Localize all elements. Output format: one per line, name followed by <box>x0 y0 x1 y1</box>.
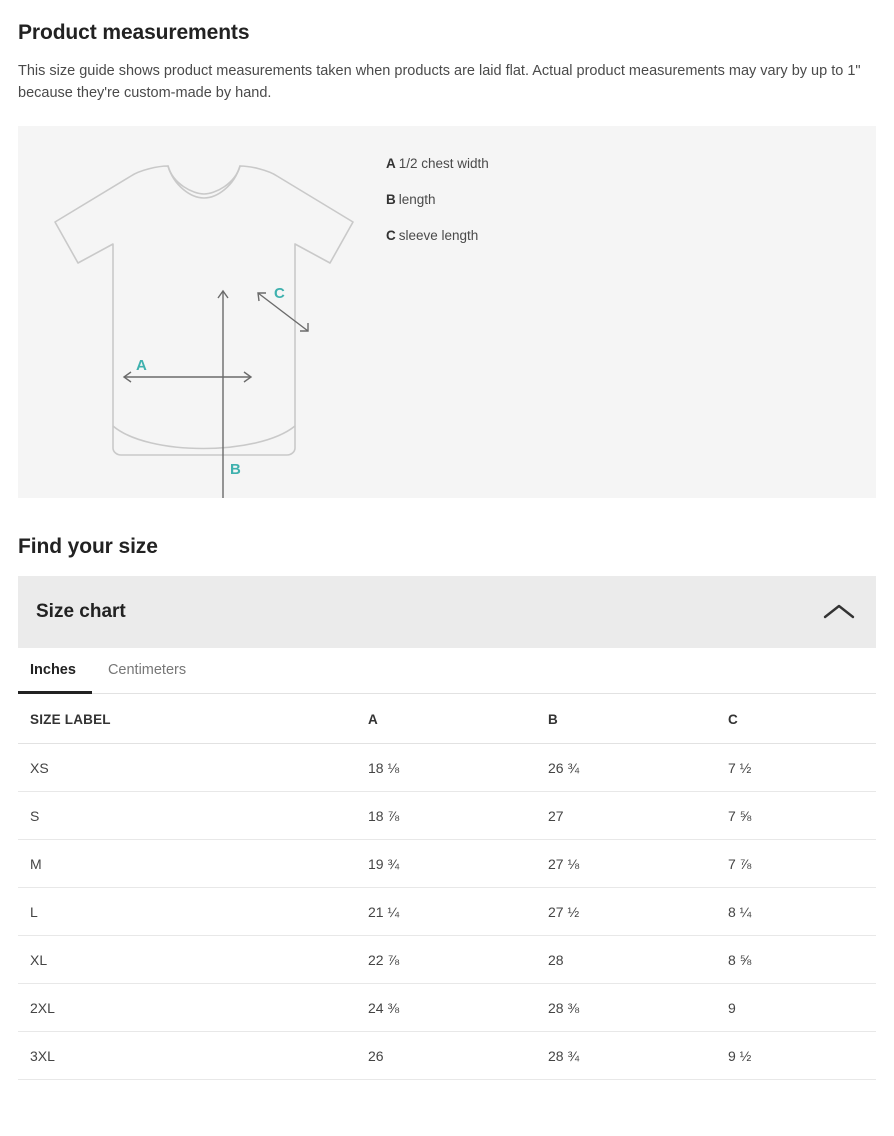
cell-c: 7 ⅝ <box>728 792 876 840</box>
size-chart-accordion-header[interactable] <box>18 576 876 648</box>
units-tabs <box>18 648 876 694</box>
find-your-size-title: Find your size <box>18 535 158 558</box>
size-chart-table <box>18 694 876 1080</box>
cell-b: 28 ⅜ <box>548 984 728 1032</box>
cell-size: 3XL <box>18 1032 368 1080</box>
legend-text-a: 1/2 chest width <box>398 156 489 171</box>
cell-size: XL <box>18 936 368 984</box>
legend-text-b: length <box>398 192 436 207</box>
cell-a: 18 ⅞ <box>368 792 548 840</box>
cell-b: 27 ½ <box>548 888 728 936</box>
legend-key-a: A <box>386 156 396 171</box>
cell-c: 9 ½ <box>728 1032 876 1080</box>
column-header-size-label: SIZE LABEL <box>18 694 368 744</box>
cell-c: 7 ⅞ <box>728 840 876 888</box>
column-header-a: A <box>368 694 548 744</box>
size-guide-page <box>0 20 894 1080</box>
legend-item-a <box>386 154 876 174</box>
cell-c: 9 <box>728 984 876 1032</box>
chevron-up-icon[interactable] <box>822 595 856 629</box>
legend-item-c <box>386 226 876 246</box>
cell-a: 21 ¼ <box>368 888 548 936</box>
column-header-b: B <box>548 694 728 744</box>
tshirt-diagram <box>18 126 386 498</box>
cell-c: 8 ¼ <box>728 888 876 936</box>
cell-b: 28 <box>548 936 728 984</box>
cell-size: M <box>18 840 368 888</box>
tab-centimeters[interactable]: Centimeters <box>107 662 187 678</box>
cell-size: XS <box>18 744 368 792</box>
diagram-label-b: B <box>230 461 241 478</box>
diagram-label-c: C <box>274 285 285 302</box>
table-row <box>18 840 876 888</box>
table-row <box>18 888 876 936</box>
legend-item-b <box>386 190 876 210</box>
legend-key-c: C <box>386 228 396 243</box>
measurement-diagram-panel <box>18 126 876 498</box>
table-row <box>18 936 876 984</box>
tab-inches[interactable]: Inches <box>18 648 92 694</box>
cell-b: 27 ⅛ <box>548 840 728 888</box>
diagram-legend <box>386 126 876 262</box>
cell-a: 26 <box>368 1032 548 1080</box>
cell-size: S <box>18 792 368 840</box>
diagram-label-a: A <box>136 357 147 374</box>
cell-size: L <box>18 888 368 936</box>
size-chart-card <box>18 576 876 1080</box>
cell-b: 27 <box>548 792 728 840</box>
table-header-row <box>18 694 876 744</box>
legend-key-b: B <box>386 192 396 207</box>
cell-a: 18 ⅛ <box>368 744 548 792</box>
cell-size: 2XL <box>18 984 368 1032</box>
cell-a: 24 ⅜ <box>368 984 548 1032</box>
cell-a: 19 ¾ <box>368 840 548 888</box>
table-row <box>18 744 876 792</box>
cell-a: 22 ⅞ <box>368 936 548 984</box>
cell-b: 26 ¾ <box>548 744 728 792</box>
size-chart-label: Size chart <box>36 601 126 622</box>
column-header-c: C <box>728 694 876 744</box>
cell-c: 8 ⅝ <box>728 936 876 984</box>
table-row <box>18 792 876 840</box>
intro-paragraph: This size guide shows product measurements taken when products are laid flat. Actual product measurements may vary by up to 1" because they're custom-made by hand. <box>18 63 861 101</box>
table-row <box>18 984 876 1032</box>
page-title: Product measurements <box>18 21 250 44</box>
cell-b: 28 ¾ <box>548 1032 728 1080</box>
legend-text-c: sleeve length <box>398 228 479 243</box>
table-row <box>18 1032 876 1080</box>
cell-c: 7 ½ <box>728 744 876 792</box>
